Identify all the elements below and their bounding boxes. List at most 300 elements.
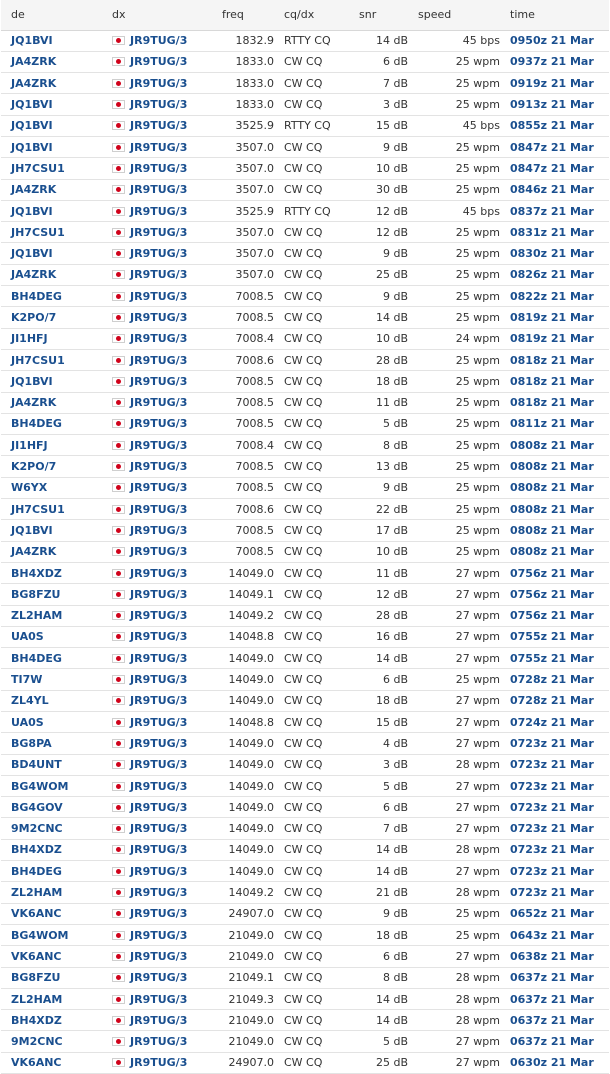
spot-time-link[interactable]: 0846z 21 Mar [510, 183, 594, 197]
spot-time-link[interactable]: 0808z 21 Mar [510, 502, 594, 516]
speed-value: 25 wpm [455, 140, 500, 154]
dx-callsign-link[interactable]: JR9TUG/3 [130, 161, 188, 175]
spot-time-link[interactable]: 0756z 21 Mar [510, 566, 594, 580]
mode-cell [274, 435, 349, 456]
time-cell [500, 30, 609, 51]
mode-cell [274, 669, 349, 690]
column-header-dx[interactable]: dx [102, 0, 212, 30]
dx-callsign-link[interactable]: JR9TUG/3 [130, 481, 188, 495]
spot-time-link[interactable]: 0630z 21 Mar [510, 1056, 594, 1070]
spotter-callsign-link[interactable]: JH7CSU1 [11, 225, 65, 239]
dx-callsign-link[interactable]: JR9TUG/3 [130, 523, 188, 537]
frequency-value: 7008.5 [235, 545, 274, 559]
spotter-callsign-link[interactable]: BG8FZU [11, 587, 61, 601]
freq-cell [212, 903, 274, 924]
dx-callsign-link[interactable]: JR9TUG/3 [130, 651, 188, 665]
spot-time-link[interactable]: 0808z 21 Mar [510, 438, 594, 452]
spotter-callsign-link[interactable]: BG4WOM [11, 928, 69, 942]
spotter-callsign-link[interactable]: BH4XDZ [11, 843, 62, 857]
dx-callsign-link[interactable]: JR9TUG/3 [130, 332, 188, 346]
dx-cell [102, 1010, 212, 1031]
mode-cell [274, 818, 349, 839]
spotter-callsign-link[interactable]: BH4DEG [11, 289, 62, 303]
spotter-callsign-link[interactable]: JQ1BVI [11, 374, 53, 388]
japan-flag-icon [112, 292, 125, 301]
japan-flag-icon [112, 143, 125, 152]
table-row [1, 286, 609, 307]
spot-time-link[interactable]: 0818z 21 Mar [510, 396, 594, 410]
spotter-callsign-link[interactable]: JI1HFJ [11, 438, 48, 452]
spotter-callsign-link[interactable]: JQ1BVI [11, 98, 53, 112]
de-cell [1, 307, 102, 328]
dx-callsign-link[interactable]: JR9TUG/3 [130, 694, 188, 708]
freq-cell [212, 1031, 274, 1052]
dx-callsign-link[interactable]: JR9TUG/3 [130, 417, 188, 431]
freq-cell [212, 584, 274, 605]
spot-time-link[interactable]: 0818z 21 Mar [510, 374, 594, 388]
spot-time-link[interactable]: 0808z 21 Mar [510, 523, 594, 537]
japan-flag-icon [112, 185, 125, 194]
spot-time-link[interactable]: 0811z 21 Mar [510, 417, 594, 431]
spotter-callsign-link[interactable]: ZL4YL [11, 694, 49, 708]
spotter-callsign-link[interactable]: BG8PA [11, 736, 52, 750]
spot-time-link[interactable]: 0808z 21 Mar [510, 545, 594, 559]
frequency-value: 14049.0 [228, 779, 274, 793]
dx-callsign-link[interactable]: JR9TUG/3 [130, 822, 188, 836]
mode-value: CW CQ [284, 992, 323, 1006]
japan-flag-icon [112, 1058, 125, 1067]
snr-cell [349, 136, 408, 157]
spot-time-link[interactable]: 0637z 21 Mar [510, 992, 594, 1006]
snr-value: 14 dB [375, 34, 408, 48]
spotter-callsign-link[interactable]: JQ1BVI [11, 34, 53, 48]
dx-callsign-link[interactable]: JR9TUG/3 [130, 247, 188, 261]
speed-value: 25 wpm [455, 502, 500, 516]
spot-time-link[interactable]: 0937z 21 Mar [510, 55, 594, 69]
table-row [1, 392, 609, 413]
column-header-de[interactable]: de [1, 0, 102, 30]
spot-time-link[interactable]: 0724z 21 Mar [510, 715, 594, 729]
dx-callsign-link[interactable]: JR9TUG/3 [130, 438, 188, 452]
mode-value: CW CQ [284, 332, 323, 346]
speed-value: 27 wpm [455, 1056, 500, 1070]
dx-callsign-link[interactable]: JR9TUG/3 [130, 949, 188, 963]
spot-time-link[interactable]: 0723z 21 Mar [510, 800, 594, 814]
dx-callsign-link[interactable]: JR9TUG/3 [130, 183, 188, 197]
spotter-callsign-link[interactable]: K2PO/7 [11, 311, 57, 324]
spotter-callsign-link[interactable]: BH4DEG [11, 417, 62, 431]
dx-callsign-link[interactable]: JR9TUG/3 [130, 992, 188, 1006]
speed-cell [408, 839, 500, 860]
column-header-time[interactable]: time [500, 0, 609, 30]
snr-value: 14 dB [375, 864, 408, 878]
de-cell [1, 584, 102, 605]
spot-time-link[interactable]: 0847z 21 Mar [510, 140, 594, 154]
time-cell [500, 775, 609, 796]
speed-value: 25 wpm [455, 183, 500, 197]
dx-callsign-link[interactable]: JR9TUG/3 [130, 460, 188, 474]
dx-callsign-link[interactable]: JR9TUG/3 [130, 907, 188, 921]
speed-cell [408, 797, 500, 818]
time-cell [500, 1052, 609, 1073]
dx-cell [102, 94, 212, 115]
frequency-value: 7008.4 [235, 438, 274, 452]
time-cell [500, 477, 609, 498]
spotter-callsign-link[interactable]: JA4ZRK [11, 545, 57, 559]
spot-time-link[interactable]: 0723z 21 Mar [510, 843, 594, 857]
spot-time-link[interactable]: 0755z 21 Mar [510, 651, 594, 665]
mode-value: CW CQ [284, 886, 323, 900]
mode-value: CW CQ [284, 651, 323, 665]
table-row [1, 903, 609, 924]
dx-cell [102, 1052, 212, 1073]
speed-value: 25 wpm [455, 396, 500, 410]
snr-cell [349, 264, 408, 285]
spot-time-link[interactable]: 0855z 21 Mar [510, 119, 594, 133]
freq-cell [212, 328, 274, 349]
table-row [1, 861, 609, 882]
spotter-callsign-link[interactable]: JQ1BVI [11, 204, 53, 218]
spot-time-link[interactable]: 0637z 21 Mar [510, 1013, 594, 1027]
spot-time-link[interactable]: 0728z 21 Mar [510, 673, 594, 687]
snr-value: 22 dB [375, 502, 408, 516]
dx-cell [102, 286, 212, 307]
spotter-callsign-link[interactable]: VK6ANC [11, 949, 62, 963]
spot-time-link[interactable]: 0652z 21 Mar [510, 907, 594, 921]
frequency-value: 14049.0 [228, 822, 274, 836]
spot-time-link[interactable]: 0638z 21 Mar [510, 949, 594, 963]
dx-callsign-link[interactable]: JR9TUG/3 [130, 98, 188, 112]
table-row [1, 94, 609, 115]
de-cell [1, 392, 102, 413]
snr-cell [349, 1010, 408, 1031]
spotter-callsign-link[interactable]: BH4DEG [11, 651, 62, 665]
spotter-callsign-link[interactable]: JH7CSU1 [11, 161, 65, 175]
speed-cell [408, 605, 500, 626]
speed-cell [408, 712, 500, 733]
spot-time-link[interactable]: 0755z 21 Mar [510, 630, 594, 644]
speed-cell [408, 690, 500, 711]
time-cell [500, 349, 609, 370]
spotter-callsign-link[interactable]: JH7CSU1 [11, 353, 65, 367]
dx-callsign-link[interactable]: JR9TUG/3 [130, 1013, 188, 1027]
spot-time-link[interactable]: 0950z 21 Mar [510, 34, 594, 48]
mode-value: CW CQ [284, 311, 323, 324]
spot-time-link[interactable]: 0728z 21 Mar [510, 694, 594, 708]
spotter-callsign-link[interactable]: K2PO/7 [11, 460, 57, 474]
mode-value: CW CQ [284, 161, 323, 175]
spot-time-link[interactable]: 0822z 21 Mar [510, 289, 594, 303]
spot-time-link[interactable]: 0819z 21 Mar [510, 332, 594, 346]
de-cell [1, 73, 102, 94]
spot-time-link[interactable]: 0723z 21 Mar [510, 758, 594, 772]
speed-cell [408, 243, 500, 264]
speed-cell [408, 73, 500, 94]
mode-value: CW CQ [284, 630, 323, 644]
mode-cell [274, 477, 349, 498]
spot-time-link[interactable]: 0643z 21 Mar [510, 928, 594, 942]
dx-callsign-link[interactable]: JR9TUG/3 [130, 1056, 188, 1070]
dx-callsign-link[interactable]: JR9TUG/3 [130, 587, 188, 601]
japan-flag-icon [112, 228, 125, 237]
dx-callsign-link[interactable]: JR9TUG/3 [130, 76, 188, 90]
dx-callsign-link[interactable]: JR9TUG/3 [130, 864, 188, 878]
mode-cell [274, 413, 349, 434]
frequency-value: 14049.0 [228, 800, 274, 814]
speed-cell [408, 818, 500, 839]
snr-cell [349, 499, 408, 520]
japan-flag-icon [112, 590, 125, 599]
table-row [1, 73, 609, 94]
dx-callsign-link[interactable]: JR9TUG/3 [130, 566, 188, 580]
dx-callsign-link[interactable]: JR9TUG/3 [130, 843, 188, 857]
column-header-freq[interactable]: freq [212, 0, 274, 30]
dx-callsign-link[interactable]: JR9TUG/3 [130, 609, 188, 623]
spotter-callsign-link[interactable]: JQ1BVI [11, 140, 53, 154]
speed-value: 25 wpm [455, 374, 500, 388]
spotter-callsign-link[interactable]: JQ1BVI [11, 523, 53, 537]
de-cell [1, 520, 102, 541]
speed-cell [408, 286, 500, 307]
snr-cell [349, 648, 408, 669]
snr-value: 18 dB [375, 694, 408, 708]
snr-cell [349, 222, 408, 243]
spot-time-link[interactable]: 0637z 21 Mar [510, 971, 594, 985]
snr-value: 14 dB [375, 311, 408, 324]
japan-flag-icon [112, 824, 125, 833]
mode-cell [274, 584, 349, 605]
dx-callsign-link[interactable]: JR9TUG/3 [130, 311, 188, 324]
speed-cell [408, 136, 500, 157]
dx-callsign-link[interactable]: JR9TUG/3 [130, 779, 188, 793]
speed-value: 25 wpm [455, 907, 500, 921]
frequency-value: 3525.9 [235, 204, 274, 218]
frequency-value: 1833.0 [235, 98, 274, 112]
spot-time-link[interactable]: 0723z 21 Mar [510, 779, 594, 793]
dx-callsign-link[interactable]: JR9TUG/3 [130, 289, 188, 303]
spot-time-link[interactable]: 0919z 21 Mar [510, 76, 594, 90]
frequency-value: 21049.0 [228, 949, 274, 963]
dx-callsign-link[interactable]: JR9TUG/3 [130, 119, 188, 133]
spotter-callsign-link[interactable]: JA4ZRK [11, 183, 57, 197]
spot-time-link[interactable]: 0913z 21 Mar [510, 98, 594, 112]
mode-value: RTTY CQ [284, 204, 331, 218]
dx-cell [102, 328, 212, 349]
dx-cell [102, 754, 212, 775]
dx-callsign-link[interactable]: JR9TUG/3 [130, 268, 188, 282]
spots-table [1, 0, 609, 1074]
dx-callsign-link[interactable]: JR9TUG/3 [130, 673, 188, 687]
spotter-callsign-link[interactable]: BD4UNT [11, 758, 62, 772]
speed-cell [408, 626, 500, 647]
freq-cell [212, 775, 274, 796]
dx-callsign-link[interactable]: JR9TUG/3 [130, 34, 188, 48]
mode-cell [274, 307, 349, 328]
dx-callsign-link[interactable]: JR9TUG/3 [130, 971, 188, 985]
mode-cell [274, 946, 349, 967]
table-row [1, 520, 609, 541]
mode-value: CW CQ [284, 971, 323, 985]
speed-cell [408, 392, 500, 413]
dx-callsign-link[interactable]: JR9TUG/3 [130, 502, 188, 516]
spot-time-link[interactable]: 0723z 21 Mar [510, 736, 594, 750]
spotter-callsign-link[interactable]: JA4ZRK [11, 268, 57, 282]
spot-time-link[interactable]: 0723z 21 Mar [510, 822, 594, 836]
japan-flag-icon [112, 995, 125, 1004]
time-cell [500, 648, 609, 669]
japan-flag-icon [112, 483, 125, 492]
time-cell [500, 712, 609, 733]
spotter-callsign-link[interactable]: W6YX [11, 481, 48, 495]
snr-cell [349, 839, 408, 860]
dx-callsign-link[interactable]: JR9TUG/3 [130, 630, 188, 644]
spot-time-link[interactable]: 0818z 21 Mar [510, 353, 594, 367]
dx-callsign-link[interactable]: JR9TUG/3 [130, 225, 188, 239]
spotter-callsign-link[interactable]: JI1HFJ [11, 332, 48, 346]
spotter-callsign-link[interactable]: BG4GOV [11, 800, 63, 814]
dx-callsign-link[interactable]: JR9TUG/3 [130, 928, 188, 942]
spotter-callsign-link[interactable]: VK6ANC [11, 907, 62, 921]
speed-cell [408, 179, 500, 200]
spotter-callsign-link[interactable]: UA0S [11, 715, 44, 729]
freq-cell [212, 243, 274, 264]
dx-callsign-link[interactable]: JR9TUG/3 [130, 1035, 188, 1049]
speed-cell [408, 988, 500, 1009]
snr-value: 14 dB [375, 651, 408, 665]
dx-callsign-link[interactable]: JR9TUG/3 [130, 715, 188, 729]
frequency-value: 1833.0 [235, 76, 274, 90]
header-row [1, 0, 609, 30]
frequency-value: 14049.0 [228, 864, 274, 878]
mode-cell [274, 882, 349, 903]
spotter-callsign-link[interactable]: 9M2CNC [11, 822, 63, 836]
table-row [1, 669, 609, 690]
speed-value: 28 wpm [455, 971, 500, 985]
speed-cell [408, 51, 500, 72]
dx-callsign-link[interactable]: JR9TUG/3 [130, 140, 188, 154]
table-row [1, 115, 609, 136]
snr-cell [349, 158, 408, 179]
dx-callsign-link[interactable]: JR9TUG/3 [130, 736, 188, 750]
freq-cell [212, 882, 274, 903]
spotter-callsign-link[interactable]: JA4ZRK [11, 76, 57, 90]
table-row [1, 839, 609, 860]
spot-time-link[interactable]: 0826z 21 Mar [510, 268, 594, 282]
spot-time-link[interactable]: 0723z 21 Mar [510, 886, 594, 900]
dx-callsign-link[interactable]: JR9TUG/3 [130, 758, 188, 772]
japan-flag-icon [112, 57, 125, 66]
spot-time-link[interactable]: 0756z 21 Mar [510, 587, 594, 601]
mode-value: CW CQ [284, 417, 323, 431]
frequency-value: 3507.0 [235, 140, 274, 154]
dx-callsign-link[interactable]: JR9TUG/3 [130, 545, 188, 559]
spotter-callsign-link[interactable]: 9M2CNC [11, 1035, 63, 1049]
mode-value: CW CQ [284, 587, 323, 601]
column-header-mode[interactable]: cq/dx [274, 0, 349, 30]
de-cell [1, 1010, 102, 1031]
spotter-callsign-link[interactable]: UA0S [11, 630, 44, 644]
mode-cell [274, 371, 349, 392]
de-cell [1, 499, 102, 520]
dx-callsign-link[interactable]: JR9TUG/3 [130, 800, 188, 814]
mode-value: CW CQ [284, 715, 323, 729]
spotter-callsign-link[interactable]: BH4XDZ [11, 566, 62, 580]
spotter-callsign-link[interactable]: VK6ANC [11, 1056, 62, 1070]
spotter-callsign-link[interactable]: ZL2HAM [11, 886, 63, 900]
speed-cell [408, 946, 500, 967]
japan-flag-icon [112, 270, 125, 279]
snr-cell [349, 51, 408, 72]
dx-callsign-link[interactable]: JR9TUG/3 [130, 886, 188, 900]
dx-cell [102, 179, 212, 200]
spot-time-link[interactable]: 0830z 21 Mar [510, 247, 594, 261]
spot-time-link[interactable]: 0637z 21 Mar [510, 1035, 594, 1049]
spotter-callsign-link[interactable]: TI7W [11, 673, 43, 687]
dx-callsign-link[interactable]: JR9TUG/3 [130, 396, 188, 410]
dx-callsign-link[interactable]: JR9TUG/3 [130, 204, 188, 218]
de-cell [1, 264, 102, 285]
spot-time-link[interactable]: 0837z 21 Mar [510, 204, 594, 218]
spotter-callsign-link[interactable]: JQ1BVI [11, 119, 53, 133]
dx-cell [102, 797, 212, 818]
spotter-callsign-link[interactable]: BG8FZU [11, 971, 61, 985]
freq-cell [212, 797, 274, 818]
dx-callsign-link[interactable]: JR9TUG/3 [130, 374, 188, 388]
spotter-callsign-link[interactable]: ZL2HAM [11, 992, 63, 1006]
column-header-snr[interactable]: snr [349, 0, 408, 30]
speed-value: 27 wpm [455, 609, 500, 623]
spotter-callsign-link[interactable]: BH4XDZ [11, 1013, 62, 1027]
dx-callsign-link[interactable]: JR9TUG/3 [130, 353, 188, 367]
spot-time-link[interactable]: 0819z 21 Mar [510, 311, 594, 324]
time-cell [500, 967, 609, 988]
column-header-speed[interactable]: speed [408, 0, 500, 30]
spot-time-link[interactable]: 0756z 21 Mar [510, 609, 594, 623]
frequency-value: 1833.0 [235, 55, 274, 69]
spot-time-link[interactable]: 0831z 21 Mar [510, 225, 594, 239]
snr-cell [349, 179, 408, 200]
snr-cell [349, 115, 408, 136]
spot-time-link[interactable]: 0808z 21 Mar [510, 481, 594, 495]
spotter-callsign-link[interactable]: JQ1BVI [11, 247, 53, 261]
frequency-value: 14049.1 [228, 587, 274, 601]
japan-flag-icon [112, 611, 125, 620]
japan-flag-icon [112, 782, 125, 791]
spotter-callsign-link[interactable]: ZL2HAM [11, 609, 63, 623]
frequency-value: 1832.9 [235, 34, 274, 48]
spotter-callsign-link[interactable]: BG4WOM [11, 779, 69, 793]
spotter-callsign-link[interactable]: BH4DEG [11, 864, 62, 878]
snr-cell [349, 584, 408, 605]
speed-cell [408, 222, 500, 243]
japan-flag-icon [112, 419, 125, 428]
time-cell [500, 158, 609, 179]
dx-callsign-link[interactable]: JR9TUG/3 [130, 55, 188, 69]
table-row [1, 349, 609, 370]
spot-time-link[interactable]: 0723z 21 Mar [510, 864, 594, 878]
spot-time-link[interactable]: 0847z 21 Mar [510, 161, 594, 175]
freq-cell [212, 179, 274, 200]
spotter-callsign-link[interactable]: JH7CSU1 [11, 502, 65, 516]
snr-value: 4 dB [382, 736, 408, 750]
de-cell [1, 967, 102, 988]
dx-cell [102, 499, 212, 520]
spot-time-link[interactable]: 0808z 21 Mar [510, 460, 594, 474]
speed-cell [408, 775, 500, 796]
frequency-value: 3507.0 [235, 247, 274, 261]
spotter-callsign-link[interactable]: JA4ZRK [11, 396, 57, 410]
spotter-callsign-link[interactable]: JA4ZRK [11, 55, 57, 69]
